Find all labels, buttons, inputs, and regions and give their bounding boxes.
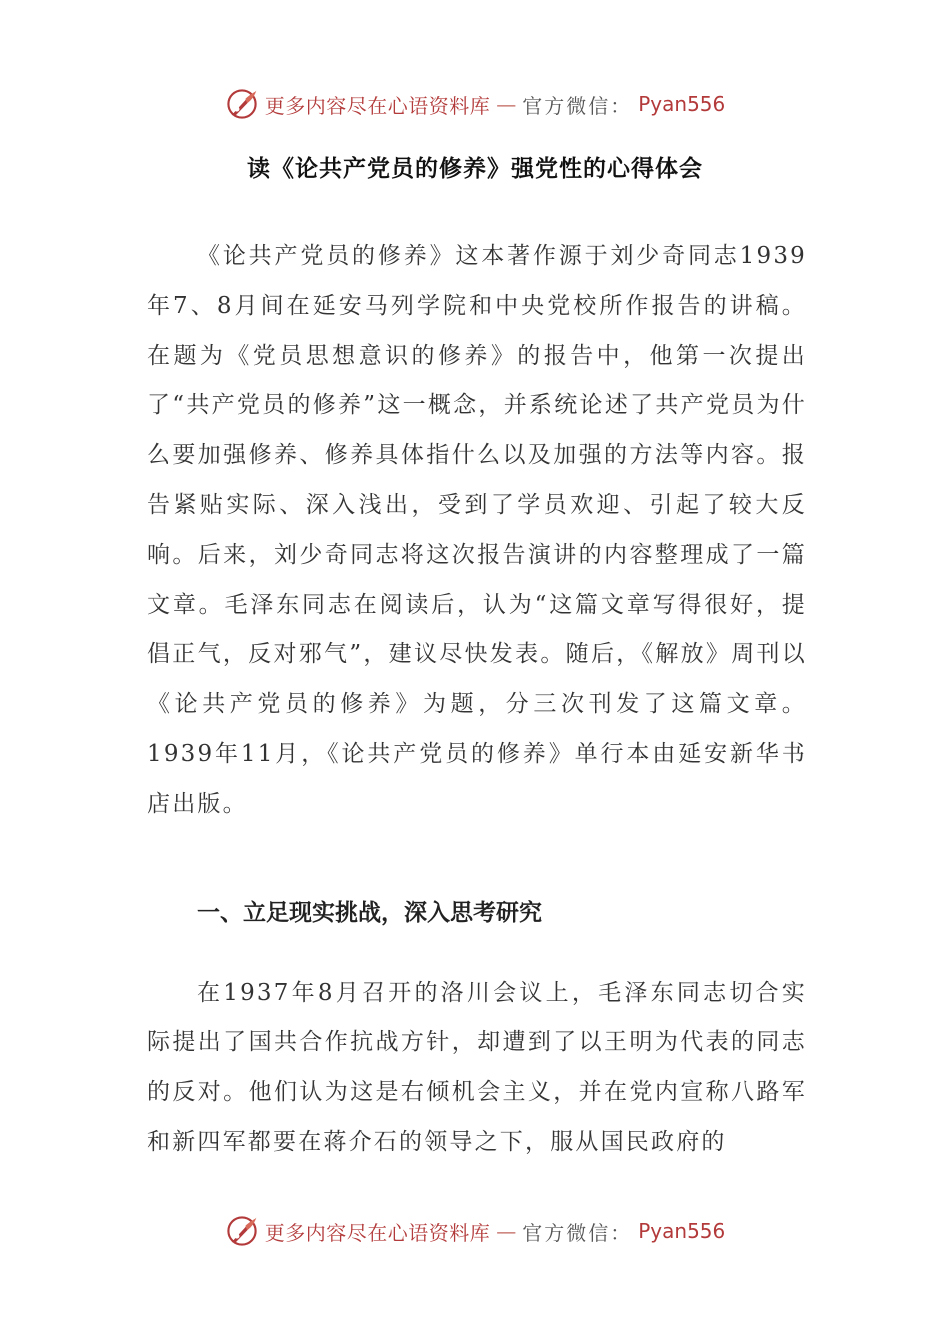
banner-slogan: 更多内容尽在心语资料库: [264, 93, 491, 118]
banner-wechat-id: Pyan556: [638, 92, 726, 116]
document-body: [147, 232, 807, 1168]
banner-wechat-id: Pyan556: [638, 1219, 726, 1243]
footer-banner: [0, 1211, 950, 1251]
banner-wechat-label: 官方微信：: [522, 93, 633, 118]
document-title: 读《论共产党员的修养》强党性的心得体会: [247, 156, 703, 182]
banner-wechat-label: 官方微信：: [522, 1220, 633, 1245]
quill-pen-logo-icon: [225, 87, 259, 121]
intro-paragraph: 《论共产党员的修养》这本著作源于刘少奇同志1939年7、8月间在延安马列学院和中央党校所作报告的讲稿。在题为《党员思想意识的修养》的报告中，他第一次提出了“共产党员的修养”这一概念，并系统论述了共产党员为什么要加强修养、修养具体指什么以及加强的方法等内容。报告紧贴实际、深入浅出，受到了学员欢迎、引起了较大反响。后来，刘少奇同志将这次报告演讲的内容整理成了一篇文章。毛泽东同志在阅读后，认为“这篇文章写得很好，提倡正气，反对邪气”，建议尽快发表。随后，《解放》周刊以《论共产党员的修养》为题，分三次刊发了这篇文章。1939年11月，《论共产党员的修养》单行本由延安新华书店出版。: [147, 243, 807, 817]
banner-separator: —: [496, 92, 517, 116]
banner-separator: —: [496, 1219, 517, 1243]
section-paragraph: 在1937年8月召开的洛川会议上，毛泽东同志切合实际提出了国共合作抗战方针，却遭到了以王明为代表的同志的反对。他们认为这是右倾机会主义，并在党内宣称八路军和新四军都要在蒋介石的领导之下，服从国民政府的: [147, 979, 807, 1155]
section-heading: 一、立足现实挑战，深入思考研究: [197, 899, 542, 926]
quill-pen-logo-icon: [225, 1214, 259, 1248]
banner-slogan: 更多内容尽在心语资料库: [264, 1220, 491, 1245]
header-banner: [0, 84, 950, 124]
